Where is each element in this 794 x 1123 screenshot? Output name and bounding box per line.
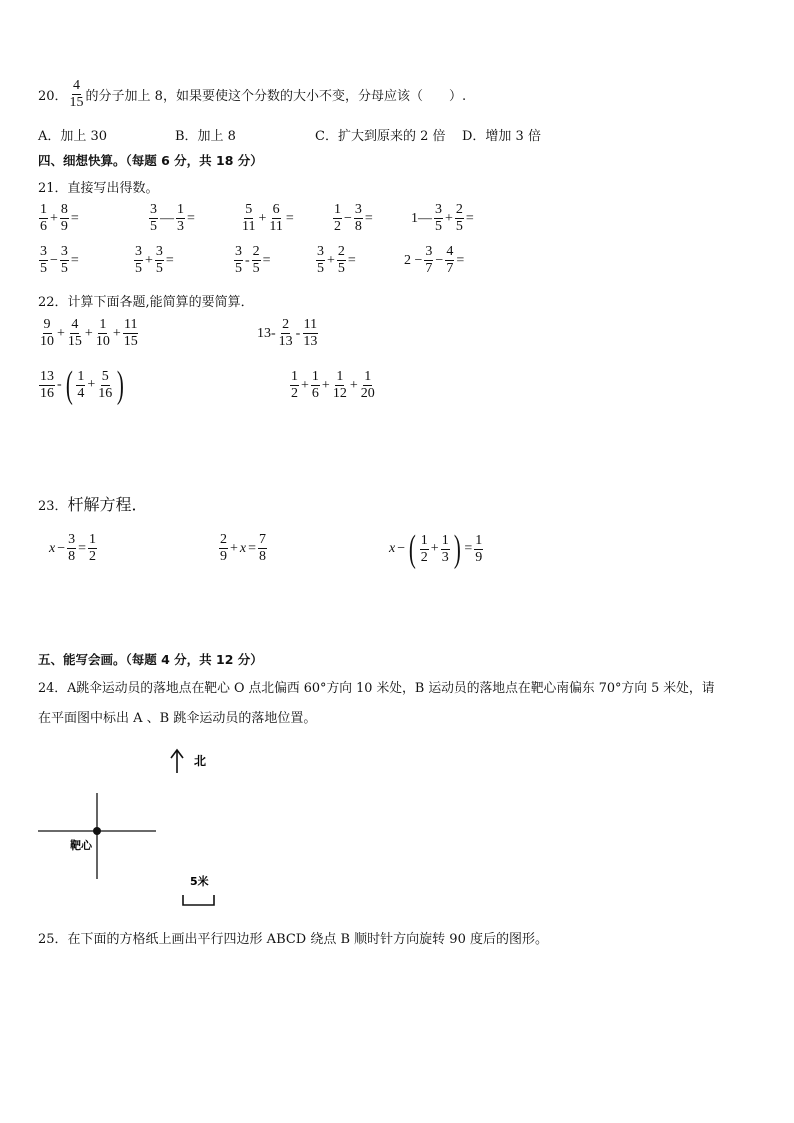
fraction <box>290 369 299 402</box>
fraction-denominator: 16 <box>98 385 113 401</box>
fraction-numerator: 3 <box>235 244 242 259</box>
section-4-title: 四、细想快算。（每题 6 分，共 18 分） <box>38 153 263 168</box>
fraction-numerator: 1 <box>99 317 107 332</box>
q22-expr-3 <box>38 366 127 404</box>
fraction-denominator: 5 <box>317 261 324 276</box>
fraction-denominator: 9 <box>220 549 227 564</box>
fraction <box>155 244 164 277</box>
q20 <box>38 78 466 111</box>
fraction <box>234 244 243 277</box>
parenthesis: ) <box>117 364 125 406</box>
q21-expr <box>133 244 175 277</box>
fraction-denominator: 6 <box>40 219 47 234</box>
fraction <box>268 202 283 235</box>
fraction-numerator: 2 <box>282 317 290 332</box>
fraction <box>76 369 85 402</box>
fraction-numerator: 3 <box>68 532 76 547</box>
q21-expr <box>233 244 272 277</box>
fraction-denominator: 5 <box>40 261 47 276</box>
q21-expr <box>148 202 196 235</box>
fraction <box>97 369 113 402</box>
operator: − <box>344 210 352 226</box>
operator: - <box>295 325 301 341</box>
fraction-numerator: 8 <box>60 202 68 217</box>
operator: + <box>258 210 267 226</box>
q21-expr <box>403 244 465 277</box>
operator: = <box>78 540 87 556</box>
fraction-denominator: 5 <box>337 261 345 276</box>
operator: − <box>435 252 444 268</box>
fraction <box>134 244 143 277</box>
fraction-denominator: 5 <box>435 219 442 234</box>
fraction <box>360 369 376 402</box>
operator: 1— <box>411 210 432 226</box>
fraction-denominator: 3 <box>177 219 184 234</box>
fraction-numerator: 1 <box>336 369 344 384</box>
variable: x <box>239 540 247 556</box>
fraction-denominator: 5 <box>235 261 242 276</box>
fraction-numerator: 1 <box>177 202 184 217</box>
fraction <box>149 202 158 235</box>
north-label: 北 <box>194 754 207 768</box>
variable: x <box>49 540 56 556</box>
fraction-denominator: 5 <box>60 261 68 276</box>
fraction-numerator: 1 <box>311 369 319 384</box>
operator: + <box>349 377 358 393</box>
fraction-denominator: 11 <box>242 219 256 234</box>
fraction-denominator: 5 <box>455 219 463 234</box>
fraction-denominator: 6 <box>311 386 319 401</box>
fraction <box>123 317 139 350</box>
operator: 2 − <box>404 252 423 268</box>
fraction <box>474 533 483 566</box>
operator: + <box>57 325 65 341</box>
fraction-denominator: 3 <box>441 549 449 565</box>
fraction <box>39 244 48 277</box>
fraction-denominator: 4 <box>77 385 85 401</box>
fraction <box>424 244 433 277</box>
fraction-numerator: 3 <box>425 244 433 259</box>
scale-label: 5米 <box>190 875 209 888</box>
operator: = <box>262 252 271 268</box>
fraction-denominator: 2 <box>291 386 298 401</box>
fraction-numerator: 3 <box>60 244 68 259</box>
q21-expr <box>240 202 295 235</box>
variable: x <box>389 541 396 556</box>
fraction-numerator: 11 <box>123 317 138 332</box>
fraction-numerator: 3 <box>155 244 163 259</box>
fraction-numerator: 4 <box>446 244 454 259</box>
fraction-denominator: 12 <box>332 386 347 401</box>
q23-equation-3 <box>388 530 484 568</box>
operator: = <box>70 252 79 268</box>
fraction-numerator: 3 <box>354 202 362 217</box>
operator: − <box>57 540 66 556</box>
fraction-denominator: 5 <box>252 261 260 276</box>
parenthesis: ( <box>408 528 416 570</box>
operator: = <box>285 210 294 226</box>
fraction-denominator: 10 <box>95 334 110 349</box>
operator: + <box>112 325 121 341</box>
fraction-numerator: 4 <box>71 317 79 332</box>
fraction-numerator: 1 <box>364 369 372 384</box>
fraction-denominator: 7 <box>446 261 454 276</box>
fraction-denominator: 20 <box>360 386 375 401</box>
section-5-title: 五、能写会画。（每题 4 分，共 12 分） <box>38 652 263 667</box>
fraction <box>278 317 294 350</box>
fraction-numerator: 2 <box>455 202 463 217</box>
fraction-denominator: 16 <box>40 385 54 401</box>
fraction <box>445 244 454 277</box>
fraction <box>332 369 348 402</box>
fraction-numerator: 6 <box>272 202 280 217</box>
fraction-denominator: 9 <box>60 219 68 234</box>
parenthesis: ) <box>453 528 461 570</box>
q21-expr <box>332 202 374 235</box>
operator: + <box>50 210 58 226</box>
q20-text: 的分子加上 8，如果要使这个分数的大小不变，分母应该（ ）. <box>85 89 467 104</box>
fraction-numerator: 1 <box>334 202 341 217</box>
fraction-denominator: 5 <box>150 219 157 234</box>
fraction-numerator: 2 <box>337 244 345 259</box>
fraction-denominator: 7 <box>425 261 433 276</box>
operator: + <box>321 377 330 393</box>
fraction-denominator: 10 <box>40 334 54 349</box>
fraction-numerator: 3 <box>317 244 324 259</box>
fraction <box>311 369 320 402</box>
fraction-denominator: 8 <box>68 549 76 564</box>
q23-number: 23． <box>38 499 68 514</box>
operator: = <box>347 252 356 268</box>
operator: + <box>430 541 439 556</box>
fraction-numerator: 2 <box>252 244 260 259</box>
fraction <box>39 369 55 402</box>
operator: = <box>364 210 373 226</box>
operator: — <box>160 210 174 226</box>
fraction-denominator: 2 <box>89 549 97 564</box>
fraction <box>39 202 48 235</box>
target-center-point[interactable] <box>93 827 101 835</box>
q20-number: 20． <box>38 89 68 104</box>
fraction-numerator: 1 <box>77 368 85 384</box>
operator: - <box>245 252 250 268</box>
operator: − <box>50 252 58 268</box>
operator: + <box>445 210 453 226</box>
fraction-numerator: 2 <box>220 532 227 547</box>
q20-option-a[interactable]: A．加上 30 <box>38 129 108 144</box>
fraction <box>441 533 450 566</box>
fraction-numerator: 1 <box>475 532 483 548</box>
q20-option-b[interactable]: B．加上 8 <box>175 129 236 144</box>
fraction-numerator: 1 <box>291 369 298 384</box>
target-diagram[interactable] <box>30 745 260 925</box>
fraction-denominator: 2 <box>334 219 341 234</box>
q21-expr <box>315 244 357 277</box>
q24-line-2: 在平面图中标出 A 、B 跳伞运动员的落地位置。 <box>38 711 317 726</box>
q23-title-text: 杆解方程． <box>67 495 148 514</box>
fraction-denominator: 5 <box>135 261 142 276</box>
operator: 13- <box>257 325 276 341</box>
operator: = <box>165 252 174 268</box>
q24-line-1: 24．A跳伞运动员的落地点在靶心 O 点北偏西 60°方向 10 米处，B 运动员的落地点在靶心南偏东 70°方向 5 米处，请 <box>38 681 715 696</box>
fraction <box>337 244 346 277</box>
fraction <box>434 202 443 235</box>
scale-bar <box>183 895 214 905</box>
fraction-numerator: 1 <box>40 202 47 217</box>
q25-text: 25．在下面的方格纸上画出平行四边形 ABCD 绕点 B 顺时针方向旋转 90 度后的图形。 <box>38 932 548 947</box>
q21-expr <box>410 202 475 235</box>
fraction-denominator: 2 <box>420 549 428 565</box>
fraction <box>333 202 342 235</box>
fraction-denominator: 9 <box>475 549 483 565</box>
fraction-numerator: 5 <box>245 202 253 217</box>
fraction <box>67 317 83 350</box>
fraction-numerator: 7 <box>259 532 267 547</box>
operator: = <box>464 541 473 556</box>
fraction <box>455 202 464 235</box>
operator: - <box>57 377 62 392</box>
q22-expr-1 <box>38 317 140 350</box>
operator: + <box>84 325 93 341</box>
q21-expr <box>38 244 80 277</box>
q21-title: 21．直接写出得数。 <box>38 181 159 196</box>
parenthesis: ( <box>65 364 73 406</box>
fraction-denominator: 15 <box>123 334 138 349</box>
q21-expr <box>38 202 80 235</box>
fraction <box>252 244 261 277</box>
operator: + <box>87 377 96 392</box>
q22-expr-4 <box>289 369 377 402</box>
q20-fraction: $\frac{4}{15}$ <box>69 78 84 110</box>
q23-equation-2 <box>218 532 268 565</box>
fraction-numerator: 9 <box>43 317 51 332</box>
fraction <box>176 202 185 235</box>
fraction <box>39 317 55 350</box>
fraction-numerator: 1 <box>420 532 428 548</box>
fraction <box>258 532 267 565</box>
fraction-numerator: 5 <box>101 368 109 384</box>
fraction <box>67 532 76 565</box>
operator: = <box>456 252 465 268</box>
fraction <box>60 202 69 235</box>
fraction <box>241 202 256 235</box>
fraction-numerator: 3 <box>40 244 47 259</box>
fraction <box>88 532 97 565</box>
q23-equation-1 <box>48 532 98 565</box>
fraction-numerator: 3 <box>435 202 442 217</box>
operator: + <box>327 252 335 268</box>
fraction-denominator: 8 <box>259 549 267 564</box>
fraction <box>354 202 363 235</box>
operator: = <box>248 540 257 556</box>
fraction-denominator: 13 <box>303 334 318 349</box>
fraction <box>420 533 429 566</box>
fraction <box>302 317 318 350</box>
fraction <box>219 532 228 565</box>
fraction <box>316 244 325 277</box>
operator: = <box>465 210 474 226</box>
q20-option-d[interactable]: D．增加 3 倍 <box>462 129 541 144</box>
q20-option-c[interactable]: C．扩大到原来的 2 倍 <box>315 129 446 144</box>
operator: + <box>301 377 309 393</box>
fraction-denominator: 15 <box>67 334 82 349</box>
q22-expr-2 <box>256 317 319 350</box>
fraction-numerator: 3 <box>150 202 157 217</box>
fraction-numerator: 1 <box>89 532 97 547</box>
q23-title <box>38 492 148 515</box>
target-center-label: 靶心 <box>70 839 92 852</box>
fraction-numerator: 3 <box>135 244 142 259</box>
operator: − <box>397 541 406 556</box>
fraction <box>60 244 69 277</box>
fraction-numerator: 13 <box>40 368 54 384</box>
q22-title: 22．计算下面各题,能简算的要简算． <box>38 295 254 310</box>
operator: = <box>187 210 195 226</box>
fraction-denominator: 5 <box>155 261 163 276</box>
fraction-numerator: 11 <box>303 317 318 332</box>
operator: + <box>230 540 238 556</box>
fraction-denominator: 13 <box>278 334 293 349</box>
fraction-denominator: 8 <box>354 219 362 234</box>
operator: = <box>70 210 79 226</box>
fraction <box>95 317 111 350</box>
operator: + <box>145 252 153 268</box>
fraction-numerator: 1 <box>441 532 449 548</box>
fraction-denominator: 11 <box>269 219 283 234</box>
